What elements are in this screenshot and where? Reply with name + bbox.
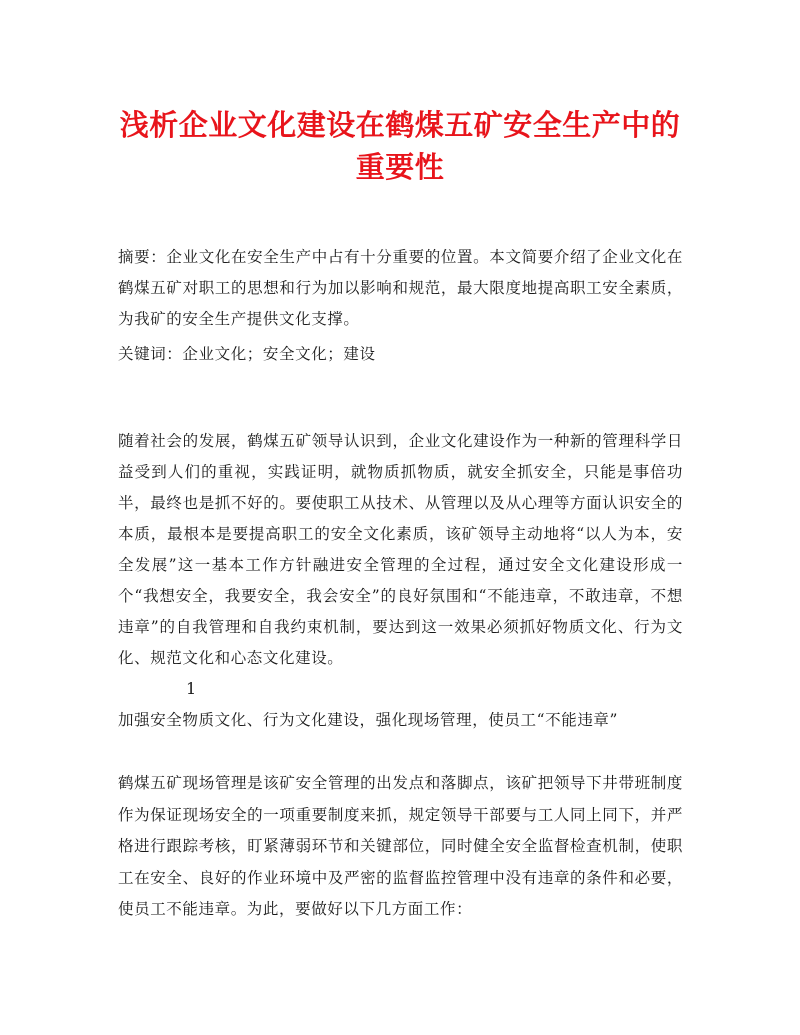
title-line-1: 浅析企业文化建设在鹤煤五矿安全生产中的	[119, 108, 681, 142]
section-number: 1	[186, 679, 197, 698]
title-line-2: 重要性	[355, 150, 445, 184]
abstract-paragraph: 摘要：企业文化在安全生产中占有十分重要的位置。本文简要介绍了企业文化在鹤煤五矿对职工的思想和行为加以影响和规范，最大限度地提高职工安全素质，为我矿的安全生产提供文化支撑。	[118, 248, 683, 328]
document-title	[100, 104, 700, 188]
keywords-line: 关键词：企业文化；安全文化；建设	[118, 345, 376, 363]
body-paragraph-1: 随着社会的发展，鹤煤五矿领导认识到，企业文化建设作为一种新的管理科学日益受到人们的重视，实践证明，就物质抓物质，就安全抓安全，只能是事倍功半，最终也是抓不好的。要使职工从技术、从管理以及从心理等方面认识安全的本质，最根本是要提高职工的安全文化素质，该矿领导主动地将“以人为本，安全发展”这一基本工作方针融进安全管理的全过程，通过安全文化建设形成一个“我想安全，我要安全，我会安全”的良好氛围和“不能违章，不敢违章，不想违章”的自我管理和自我约束机制，要达到这一效果必须抓好物质文化、行为文化、规范文化和心态文化建设。	[118, 432, 683, 667]
section-heading: 加强安全物质文化、行为文化建设，强化现场管理，使员工“不能违章”	[118, 711, 619, 729]
body-paragraph-2: 鹤煤五矿现场管理是该矿安全管理的出发点和落脚点，该矿把领导下井带班制度作为保证现场安全的一项重要制度来抓，规定领导干部要与工人同上同下，并严格进行跟踪考核，盯紧薄弱环节和关键部位，同时健全安全监督检查机制，使职工在安全、良好的作业环境中及严密的监督监控管理中没有违章的条件和必要，使员工不能违章。为此，要做好以下几方面工作：	[118, 774, 683, 918]
